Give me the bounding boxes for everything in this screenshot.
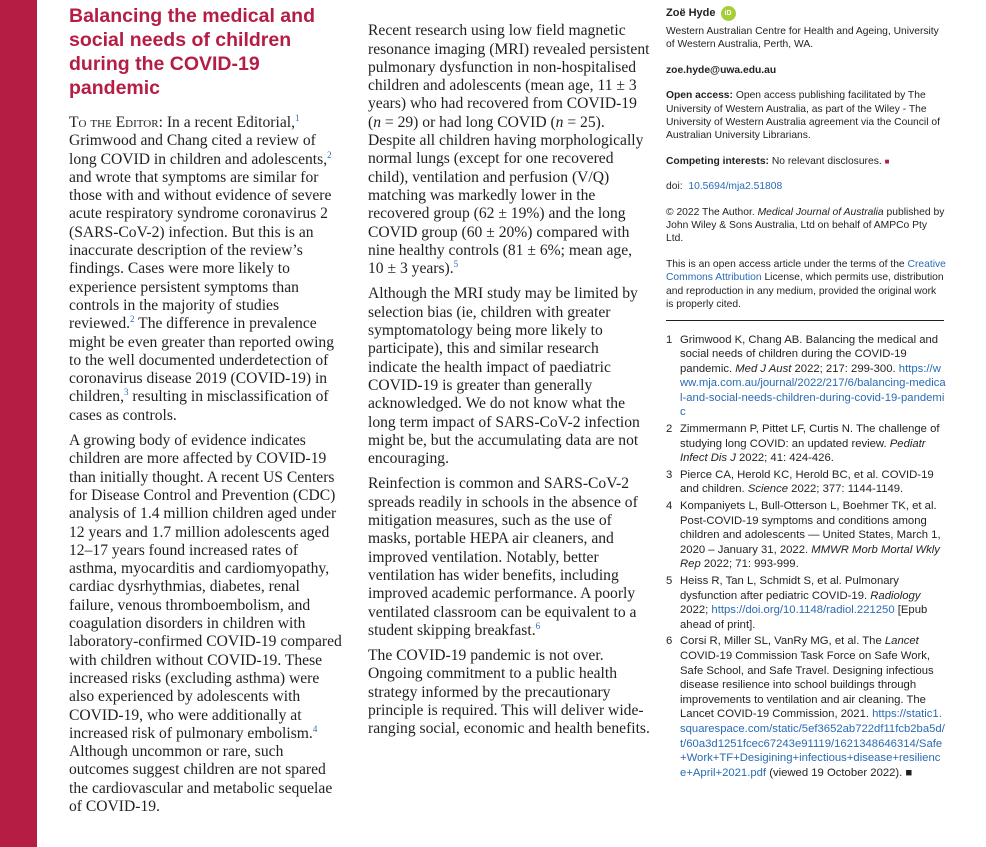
paragraph-5: Reinfection is common and SARS-CoV-2 spreads readily in schools in the absence of mitigation measures, such as the use of masks, portable HEPA air cleaners, and improved ventilation. Notably, better ventilation has wider benefits, including improved academic performance. A poorly ventilated classroom can be equivalent to a student skipping breakfast.$^6$ bbox=[368, 475, 638, 639]
paragraph-1: To the Editor: In a recent Editorial,$^1$ Grimwood and Chang cited a review of long COVID in children and adolescents,$^2$ and wrote that symptoms are similar for those with and without evidence of severe acute respiratory syndrome coronavirus 2 (SARS-CoV-2) infection. But this is an inaccurate description of the review’s findings. Cases were more likely to experience persistent symptoms than controls in the majority of studies reviewed.$^2$ The difference in prevalence might be even greater than reported owing to the well documented underdetection of coronavirus disease 2019 (COVID-19) in children,$^3$ resulting in misclassification of cases as controls. bbox=[69, 113, 334, 424]
reference-link[interactable]: https://www.mja.com.au/journal/2022/217/6/balancing-medical-and-social-needs-children-during-covid-19-pandemic bbox=[680, 362, 946, 419]
ref-link-2[interactable]: 2 bbox=[327, 149, 332, 160]
reference-item: 1 Grimwood K, Chang AB. Balancing the medical and social needs of children during the COVID-19 pandemic. Med J Aust 2022; 217: 299-300. https://www.mja.com.au/journal/2022/217/6/balancing-medical-and-social-needs-children-during-covid-19-pandemic bbox=[666, 333, 946, 419]
left-accent-bar bbox=[0, 0, 37, 847]
author-email[interactable]: zoe.hyde@uwa.edu.au bbox=[666, 64, 777, 76]
to-the-editor-lead: To the Editor: bbox=[69, 114, 163, 131]
doi-line: doi: 10.5694/mja2.51808 bbox=[666, 181, 783, 193]
ref-link-4[interactable]: 4 bbox=[312, 723, 318, 734]
author-line bbox=[666, 6, 946, 21]
doi-link[interactable]: 10.5694/mja2.51808 bbox=[688, 181, 783, 193]
paragraph-6: The COVID-19 pandemic is not over. Ongoing commitment to a public health strategy informed by the precautionary principle is required. This will deliver wide-ranging social, economic and health benefits. bbox=[368, 647, 650, 738]
reference-item: 5 Heiss R, Tan L, Schmidt S, et al. Pulmonary dysfunction after pediatric COVID-19. Radiology 2022; https://doi.org/10.1148/radiol.221250 [Epub ahead of print]. bbox=[666, 575, 928, 631]
paragraph-3: Recent research using low field magnetic resonance imaging (MRI) revealed persistent pulmonary dysfunction in non-hospitalised children and adolescents (mean age, 11 ± 3 years) who had recovered from COVID-19 (n = 29) or had long COVID (n = 25). Despite all children having morphologically normal lungs (except for one recovered child), ventilation and perfusion (V/Q) matching was markedly lower in the recovered group (62 ± 19%) and the long COVID group (60 ± 20%) compared with nine healthy controls (81 ± 6%; mean age, 10 ± 3 years).$^5$ bbox=[368, 22, 650, 278]
sidebar-column bbox=[666, 6, 946, 782]
competing-interests: Competing interests: No relevant disclosures. ■ bbox=[666, 155, 890, 167]
ref-link-2b[interactable]: 2 bbox=[130, 314, 135, 325]
article-column-2 bbox=[368, 4, 650, 746]
reference-item: 3 Pierce CA, Herold KC, Herold BC, et al. COVID-19 and children. Science 2022; 377: 1144-1149. bbox=[666, 468, 934, 496]
reference-list bbox=[666, 333, 946, 781]
affiliation: Western Australian Centre for Health and Ageing, University of Western Australia, Perth, WA. bbox=[666, 26, 939, 51]
orcid-icon[interactable]: iD bbox=[721, 6, 736, 21]
ref-link-1[interactable]: 1 bbox=[294, 113, 300, 123]
copyright-note: © 2022 The Author. Medical Journal of Australia published by John Wiley & Sons Australia, Ltd on behalf of AMPCo Pty Ltd. bbox=[666, 206, 945, 245]
license-link[interactable]: Creative Commons Attribution bbox=[666, 258, 946, 284]
reference-item: 4 Kompaniyets L, Bull-Otterson L, Boehmer TK, et al. Post-COVID-19 symptoms and conditions among children and adolescents — United States, March 1, 2020 – January 31, 2022. MMWR Morb Mortal Wkly Rep 2022; 71: 993-999. bbox=[666, 500, 941, 571]
author-name: Zoë Hyde bbox=[666, 6, 716, 19]
reference-item: 2 Zimmermann P, Pittet LF, Curtis N. The challenge of studying long COVID: an updated review. Pediatr Infect Dis J 2022; 41: 424-426. bbox=[666, 423, 940, 465]
paragraph-4: Although the MRI study may be limited by selection bias (ie, children with greater symptomatology being more likely to participate), this and similar research indicate the health impact of paediatric COVID-19 is greater than generally acknowledged. We do not know what the long term impact of SARS-CoV-2 infection might be, but the accumulating data are not encouraging. bbox=[368, 285, 640, 468]
ref-link-5[interactable]: 5 bbox=[453, 259, 459, 270]
paragraph-2: A growing body of evidence indicates children are more affected by COVID-19 than initially thought. A recent US Centers for Disease Control and Prevention (CDC) analysis of 1.4 million children aged under 12 years and 1.7 million adolescents aged 12–17 years found increased rates of asthma, myocarditis and cardiomyopathy, cardiac dysrhythmias, diabetes, renal failure, venous thromboembolism, and coagulation disorders in children with laboratory-confirmed COVID-19 compared with children without COVID-19. These increased risks (excluding asthma) were also experienced by adolescents with COVID-19, who were additionally at increased risk of pulmonary embolism.$^4$ Although uncommon or rare, such outcomes suggest children are not spared the cardiovascular and metabolic sequelae of COVID-19. bbox=[69, 432, 342, 815]
open-access-note: Open access: Open access publishing facilitated by The University of Western Australia, as part of the Wiley - The University of Western Australia agreement via the Council of Australian University Librarians. bbox=[666, 90, 940, 142]
reference-item: 6 Corsi R, Miller SL, VanRy MG, et al. The Lancet COVID-19 Commission Task Force on Safe Work, Safe School, and Safe Travel. Designing infectious disease resilience into school buildings through improvements to ventilation and air cleaning. The Lancet COVID-19 Commission, 2021. https://static1.squarespace.com/static/5ef3652ab722df11fcb2ba5d/t/60a3d1251fcec67243e91119/1621348646314/Safe+Work+TF+Desigining+infectious+disease+resilience+April+2021.pdf (viewed 19 October 2022). ■ bbox=[666, 635, 945, 779]
reference-link[interactable]: https://static1.squarespace.com/static/5ef3652ab722df11fcb2ba5d/t/60a3d1251fcec67243e91119/1621348646314/Safe+Work+TF+Desigining+infectious+disease+resilience+April+2021.pdf bbox=[680, 708, 945, 779]
end-mark-icon: ■ bbox=[884, 156, 890, 166]
article-title: Balancing the medical and social needs of children during the COVID-19 pandemic bbox=[69, 5, 315, 99]
article-column-1 bbox=[69, 4, 347, 823]
ref-link-3[interactable]: 3 bbox=[124, 387, 129, 398]
ref-link-6[interactable]: 6 bbox=[535, 620, 541, 631]
divider bbox=[666, 320, 944, 321]
reference-link[interactable]: https://doi.org/10.1148/radiol.221250 bbox=[711, 604, 895, 617]
license-note: This is an open access article under the terms of the Creative Commons Attribution License, which permits use, distribution and reproduction in any medium, provided the original work is properly cited. bbox=[666, 258, 946, 311]
